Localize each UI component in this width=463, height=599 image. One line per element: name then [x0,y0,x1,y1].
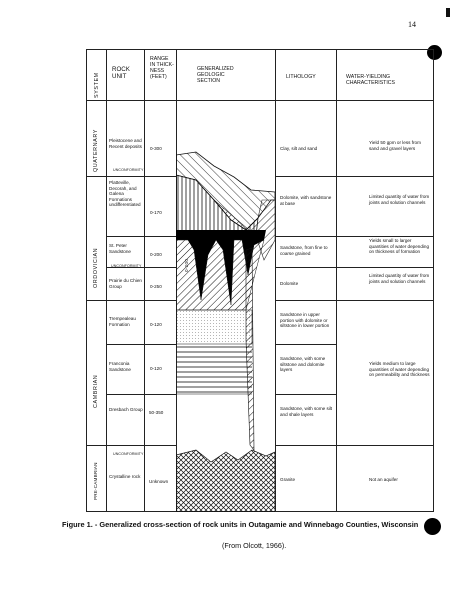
unit-water: Yield 50 gpm or less from sand and gravel layers [369,140,421,151]
column-divider [336,49,337,512]
unit-range: 0-170 [150,210,162,215]
system-ordovician: ORDOVICIAN [93,247,99,288]
unit-name: Platteville, Decorah, and Galena Formations undifferentiated [109,180,141,208]
unit-divider [106,344,176,345]
header-lithology: LITHOLOGY [286,74,316,80]
unit-name: Pleistocene and Recent deposits [109,138,142,149]
unit-divider [106,176,176,177]
unit-lithology: Sandstone, with some silt and shale layers [280,406,333,417]
column-divider [106,49,107,512]
unit-divider [106,445,176,446]
unit-name: Crystalline rock [109,474,141,479]
geologic-section-drawing [176,100,275,512]
unit-name: Franconia Sandstone [109,361,131,372]
unit-lithology: Clay, silt and sand [280,146,318,151]
unit-lithology: Dolomite [280,281,299,286]
unit-water: Limited quantity of water from joints and solution channels [369,194,430,205]
unit-divider [275,344,336,345]
unit-lithology: Granite [280,477,296,482]
system-pre-cambrian: PRE-CAMBRIAN [93,462,98,500]
system-cambrian: CAMBRIAN [93,374,99,408]
unconformity-label: UNCONFORMITY [113,452,144,456]
unit-lithology: Sandstone in upper portion with dolomite or siltstone in lower portion [280,312,330,329]
section-range-label: 0-200 [184,258,189,272]
unit-range: 0-250 [150,284,162,289]
unit-divider [275,176,434,177]
unit-divider [106,394,176,395]
unit-divider [275,394,336,395]
system-divider [86,176,106,177]
unit-lithology: Sandstone, from fine to coarse grained [280,245,328,256]
unit-lithology: Sandstone, with some siltstone and dolomite layers [280,356,326,373]
unit-name: St. Peter Sandstone [109,243,131,254]
unit-divider [275,445,434,446]
corner-mark [446,8,450,17]
unconformity-label: UNCONFORMITY [111,264,142,268]
figure-source: (From Olcott, 1966). [222,541,287,550]
header-system: SYSTEM [94,72,100,98]
unit-name: Prairie du Chien Group [109,278,142,289]
unit-range: 0-120 [150,366,162,371]
unit-divider [275,236,434,237]
system-divider [86,300,106,301]
unit-water: Yields small to larger quantities of water depending on thickness of formation [369,238,430,255]
page-number: 14 [408,20,416,29]
unit-range: 0-200 [150,252,162,257]
column-divider [144,49,145,512]
header-range: RANGE IN THICK- NESS (FEET) [150,56,174,80]
unit-water: Not an aquifer [369,477,398,482]
unit-range: 50-350 [149,410,164,415]
unit-water: Yields medium to large quantities of water depending on permeability and thickness [369,361,430,378]
unit-divider [106,300,176,301]
unit-range: Unknown [149,479,169,484]
unit-name: Dresbach Group [109,407,143,412]
header-water: WATER-YIELDING CHARACTERISTICS [346,74,395,86]
unit-range: 0-300 [150,146,162,151]
unit-divider [275,300,434,301]
unit-lithology: Dolomite, with sandstone at base [280,195,332,206]
unit-water: Limited quantity of water from joints and solution channels [369,273,430,284]
figure-caption: Figure 1. - Generalized cross-section of rock units in Outagamie and Winnebago Counties, Wisconsin [62,520,419,529]
unit-name: Trempealeau Formation [109,316,136,327]
unit-range: 0-120 [150,322,162,327]
header-rock-unit: ROCK UNIT [112,66,130,80]
system-divider [86,445,106,446]
system-quaternary: QUATERNARY [93,129,99,172]
column-divider [275,49,276,512]
unconformity-label: UNCONFORMITY [113,168,144,172]
unit-divider [275,267,434,268]
header-section: GENERALIZED GEOLOGIC SECTION [197,66,234,84]
unit-divider [106,236,176,237]
